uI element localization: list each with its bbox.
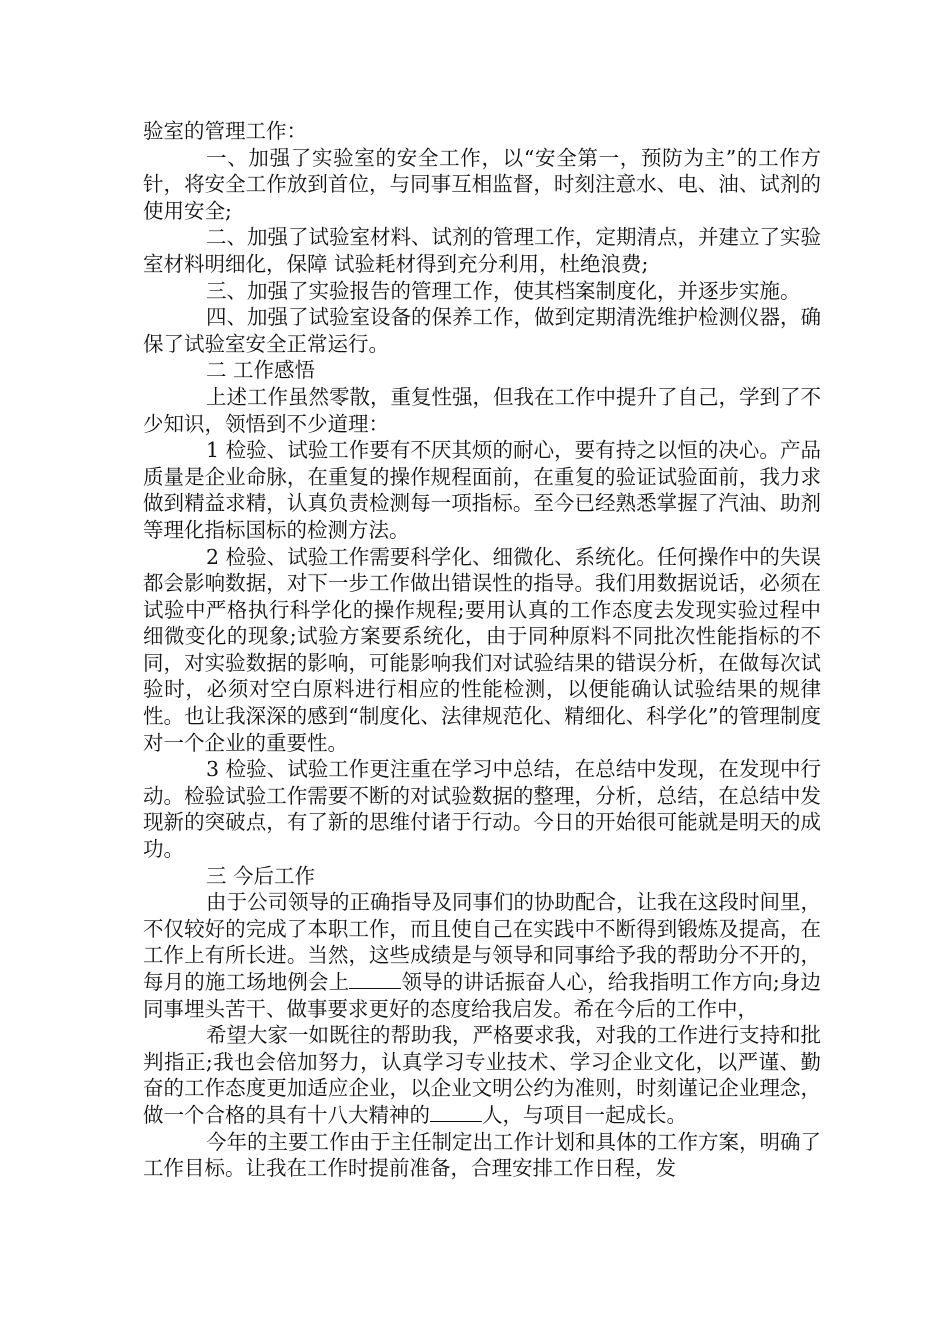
paragraph-intro: 验室的管理工作： <box>143 119 307 143</box>
paragraph-reports: 三、加强了实验报告的管理工作，使其档案制度化，并逐步实施。 <box>206 278 801 303</box>
paragraph-future-1 <box>143 889 821 1022</box>
paragraph-materials: 二、加强了试验室材料、试剂的管理工作，定期清点，并建立了实验室材料明细化，保障 试验耗材得到充分利用，杜绝浪费; <box>143 225 821 276</box>
paragraph-future-1-part-b: 领导的讲话振奋人心，给我指明工作方向;身边同事埋头苦干、做事要求更好的态度给我启发。希在今后的工作中， <box>143 970 822 1021</box>
paragraph-future-2-part-b: 人，与项目一起成长。 <box>482 1102 687 1127</box>
paragraph-insight-1: 1 检验、试验工作要有不厌其烦的耐心，要有持之以恒的决心。产品质量是企业命脉，在重复的操作规程面前，在重复的验证试验面前，我力求做到精益求精，认真负责检测每一项指标。至今已经熟悉掌握了汽油、助剂等理化指标国标的检测方法。 <box>143 438 821 542</box>
paragraph-future-2 <box>143 1022 821 1128</box>
fill-in-blank <box>349 970 401 989</box>
paragraph-insight-3: 3 检验、试验工作更注重在学习中总结，在总结中发现，在发现中行动。检验试验工作需要不断的对试验数据的整理，分析，总结，在总结中发现新的突破点，有了新的思维付诸于行动。今日的开始很可能就是明天的成功。 <box>143 757 821 862</box>
paragraph-insight-2: 2 检验、试验工作需要科学化、细微化、系统化。任何操作中的失误都会影响数据，对下一步工作做出错误性的指导。我们用数据说话，必须在试验中严格执行科学化的操作规程;要用认真的工作态度去发现实验过程中细微变化的现象;试验方案要系统化，由于同种原料不同批次性能指标的不同，对实验数据的影响，可能影响我们对试验结果的错误分析，在做每次试验时，必须对空白原料进行相应的性能检测，以便能确认试验结果的规律性。也让我深深的感到“制度化、法律规范化、精细化、科学化”的管理制度对一个企业的重要性。 <box>143 544 821 755</box>
document-body <box>143 118 821 1182</box>
paragraph-safety: 一、加强了实验室的安全工作，以“安全第一，预防为主”的工作方针，将安全工作放到首位，与同事互相监督，时刻注意水、电、油、试剂的使用安全; <box>143 145 821 223</box>
paragraph-annual-work: 今年的主要工作由于主任制定出工作计划和具体的工作方案，明确了工作目标。让我在工作时提前准备，合理安排工作日程，发 <box>143 1129 821 1181</box>
fill-in-blank <box>430 1103 482 1122</box>
section-heading-insights: 二 工作感悟 <box>206 358 316 383</box>
paragraph-future-1-part-a: 由于公司领导的正确指导及同事们的协助配合，让我在这段时间里，不仅较好的完成了本职工作，而且使自己在实践中不断得到锻炼及提高，在工作上有所长进。当然，这些成绩是与领导和同事给予我的帮助分不开的，每月的施工场地例会上 <box>143 890 821 994</box>
section-heading-future: 三 今后工作 <box>206 863 316 888</box>
paragraph-insights-intro: 上述工作虽然零散，重复性强，但我在工作中提升了自己，学到了不少知识，领悟到不少道理： <box>143 384 821 436</box>
paragraph-equipment: 四、加强了试验室设备的保养工作，做到定期清洗维护检测仪器，确保了试验室安全正常运行。 <box>143 305 821 356</box>
paragraph-future-2-part-a: 希望大家一如既往的帮助我，严格要求我，对我的工作进行支持和批判指正;我也会倍加努力，认真学习专业技术、学习企业文化，以严谨、勤奋的工作态度更加适应企业，以企业文明公约为准则，时刻谨记企业理念，做一个合格的具有十八大精神的 <box>143 1023 821 1127</box>
